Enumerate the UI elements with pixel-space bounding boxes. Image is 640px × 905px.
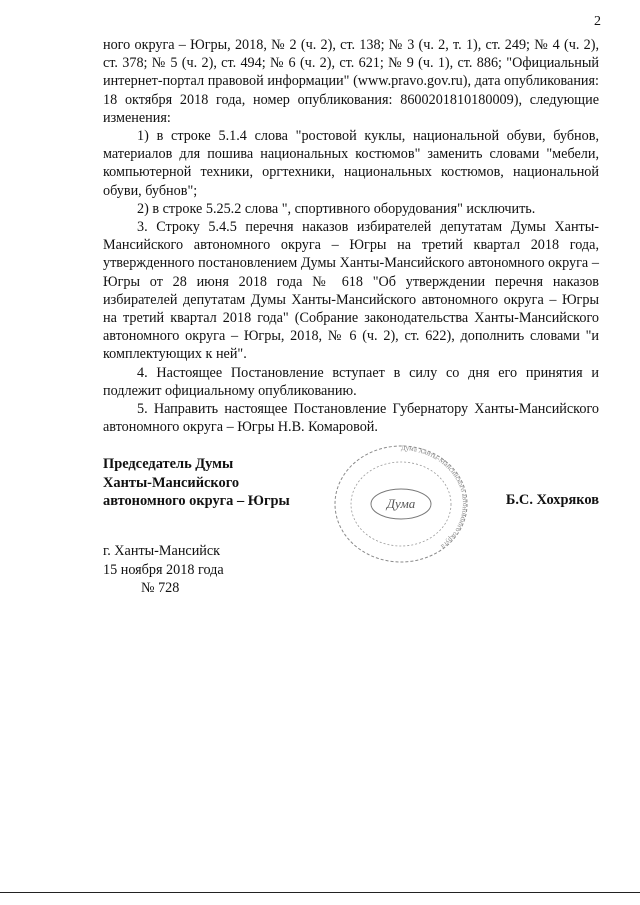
document-body	[103, 36, 599, 436]
paragraph-continuation: ного округа – Югры, 2018, № 2 (ч. 2), ст. 138; № 3 (ч. 2, т. 1), ст. 249; № 4 (ч. 2), ст. 378; № 5 (ч. 2), ст. 494; № 6 (ч. 2), ст. 621; № 9 (ч. 1), ст. 886; "Официальный интернет-портал правовой информации" (www.pravo.gov.ru), дата опубликования: 18 октября 2018 года, номер опубликования: 8600201810180009), следующие изменения:	[103, 37, 599, 126]
paragraph-item-5: 5. Направить настоящее Постановление Губернатору Ханты-Мансийского автономного округа – Югры Н.В. Комаровой.	[103, 401, 599, 436]
seal-ring-text: Дума Ханты-Мансийского автономного округа	[400, 443, 469, 551]
document-date: 15 ноября 2018 года	[103, 561, 224, 578]
signature-block	[103, 443, 599, 605]
paragraph-change-2: 2) в строке 5.25.2 слова ", спортивного оборудования" исключить.	[137, 200, 536, 217]
page-number: 2	[594, 14, 601, 29]
bottom-rule	[0, 892, 640, 893]
signatory-title: Председатель Думы Ханты-Мансийского автономного округа – Югры	[103, 456, 290, 509]
paragraph-item-4: 4. Настоящее Постановление вступает в силу со дня его принятия и подлежит официальному опубликованию.	[103, 364, 599, 399]
paragraph-change-1: 1) в строке 5.1.4 слова "ростовой куклы, национальной обуви, бубнов, материалов для пошива национальных костюмов" заменить словами "мебели, компьютерной техники, оргтехники, национальных костюмов, национальной обуви, бубнов";	[103, 128, 599, 199]
seal-center-text: Дума	[386, 496, 416, 511]
paragraph-item-3: 3. Строку 5.4.5 перечня наказов избирателей депутатам Думы Ханты-Мансийского автономного округа – Югры на третий квартал 2018 года, утвержденного постановлением Думы Ханты-Мансийского автономного округа – Югры от 28 июня 2018 года № 618 "Об утверждении перечня наказов избирателей депутатам Думы Ханты-Мансийского автономного округа – Югры на третий квартал 2018 года" (Собрание законодательства Ханты-Мансийского автономного округа – Югры, 2018, № 6 (ч. 2), ст. 622), дополнить словами "и комплектующих к ней".	[103, 219, 599, 363]
place-date-block	[103, 542, 224, 598]
place: г. Ханты-Мансийск	[103, 543, 221, 559]
document-number: № 728	[141, 580, 180, 596]
signatory-name: Б.С. Хохряков	[505, 492, 599, 508]
seal-stamp	[327, 442, 475, 566]
